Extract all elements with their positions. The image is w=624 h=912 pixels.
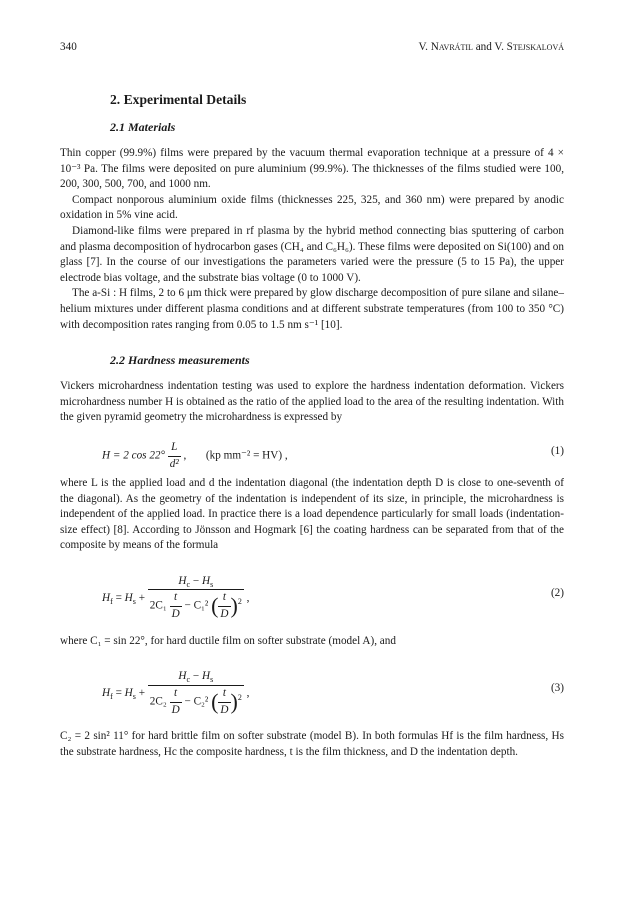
final-paragraph: C₂ = 2 sin² 11° for hard brittle film on softer substrate (model B). In both formulas Hf is the film hardness, Hs the substrate hardness, Hc the composite hardness, t is the film thickness, and D the indentation depth. bbox=[60, 730, 564, 759]
eq1-lhs: H = 2 cos 22° bbox=[102, 449, 165, 462]
equation-3: $H_f = H_s$ + $H_c - H_s$ 2C₂ $\frac{t}{D}$ − C₂² ( $\frac{t}{D}$ )$^2$ , (3) bbox=[60, 661, 564, 717]
eq3-coefficient-squared: C₂² bbox=[193, 695, 209, 708]
section-title: 2. Experimental Details bbox=[110, 92, 247, 107]
main-content bbox=[60, 90, 564, 761]
paragraph-after-eq1: where L is the applied load and d the indentation diagonal (the indentation depth D is close to one-seventh of the diagonal). As the geometry of the indentation is independent of its size, in principle, the microhardness is independent of the applied load. In practice there is a load dependence particularly for small loads (indentation-size effect) [8]. According to Jönsson and Hogmark [6] the coating hardness can be separated from that of the composite by means of the formula bbox=[60, 476, 564, 552]
equation-2-number: (2) bbox=[550, 586, 564, 599]
subsection-materials-title: 2.1 Materials bbox=[110, 120, 176, 134]
subsection-hardness-title: 2.2 Hardness measurements bbox=[110, 353, 250, 368]
eq1-unit: (kp mm⁻² = HV) , bbox=[205, 449, 288, 462]
hardness-intro-paragraph: Vickers microhardness indentation testing was used to explore the hardness indentation deformation. Vickers microhardness number H is obtained as the ratio of the applied load to the area of the resulting indentation. With the given pyramid geometry the microhardness is expressed by bbox=[60, 380, 564, 424]
paragraph-after-eq2: where C₁ = sin 22°, for hard ductile film on softer substrate (model A), and bbox=[60, 634, 396, 647]
running-head-prefix: V. N bbox=[418, 41, 439, 53]
running-header bbox=[60, 40, 564, 56]
eq2-coefficient-squared: C₁² bbox=[193, 600, 209, 613]
running-head-caps2: tejskalová bbox=[512, 41, 564, 53]
page-number: 340 bbox=[60, 41, 77, 53]
materials-paragraph-3: Diamond-like films were prepared in rf plasma by the hybrid method connecting bias sputtering of carbon and plasma decomposition of hydrocarbon gases (CH₄ and C₆H₆). These films were deposited on Si(100) and on glass [7]. In the course of our investigations the parameters varied were the pressure (5 to 15 Pa), the upper electrode bias voltage, and the substrate bias voltage (0 to 1000 V). bbox=[60, 224, 564, 284]
running-head-mid: and V. S bbox=[472, 41, 513, 53]
materials-paragraph-2: Compact nonporous aluminium oxide films (thicknesses 225, 325, and 360 nm) were prepared by anodic oxidation in 5% vine acid. bbox=[60, 193, 564, 222]
eq1-numerator: L bbox=[171, 440, 178, 453]
equation-1: H = 2 cos 22° $\frac{L}{\text{d²}}$ , (kp mm⁻² = HV) , (1) bbox=[60, 440, 564, 462]
eq1-fraction bbox=[168, 440, 181, 472]
eq2-coefficient: 2C₁ bbox=[149, 600, 167, 613]
materials-paragraph-4: The a-Si : H films, 2 to 6 μm thick were prepared by glow discharge decomposition of pure silane and silane–helium mixtures under different plasma conditions and at different substrate temperatures (from 100 to 350 °C) with decomposition rates ranging from 0.05 to 1.5 nm s⁻¹ [10]. bbox=[60, 287, 564, 331]
eq1-denominator: d² bbox=[169, 457, 179, 470]
running-head bbox=[419, 40, 565, 56]
equation-2: $H_f = H_s$ + $H_c - H_s$ 2C₁ $\frac{t}{D}$ − C₁² ( $\frac{t}{D}$ )$^2$ , (2) bbox=[60, 566, 564, 622]
equation-3-number: (3) bbox=[550, 682, 564, 695]
running-head-caps1: avrátil bbox=[438, 41, 473, 53]
eq3-coefficient: 2C₂ bbox=[149, 695, 167, 708]
equation-1-number: (1) bbox=[550, 444, 564, 457]
materials-paragraph-1: Thin copper (99.9%) films were prepared by the vacuum thermal evaporation technique at a pressure of 4 × 10⁻³ Pa. The films were deposited on pure aluminium (99.9%). The thicknesses of the films studied were 100, 200, 300, 500, 700, and 1000 nm. bbox=[60, 147, 564, 191]
